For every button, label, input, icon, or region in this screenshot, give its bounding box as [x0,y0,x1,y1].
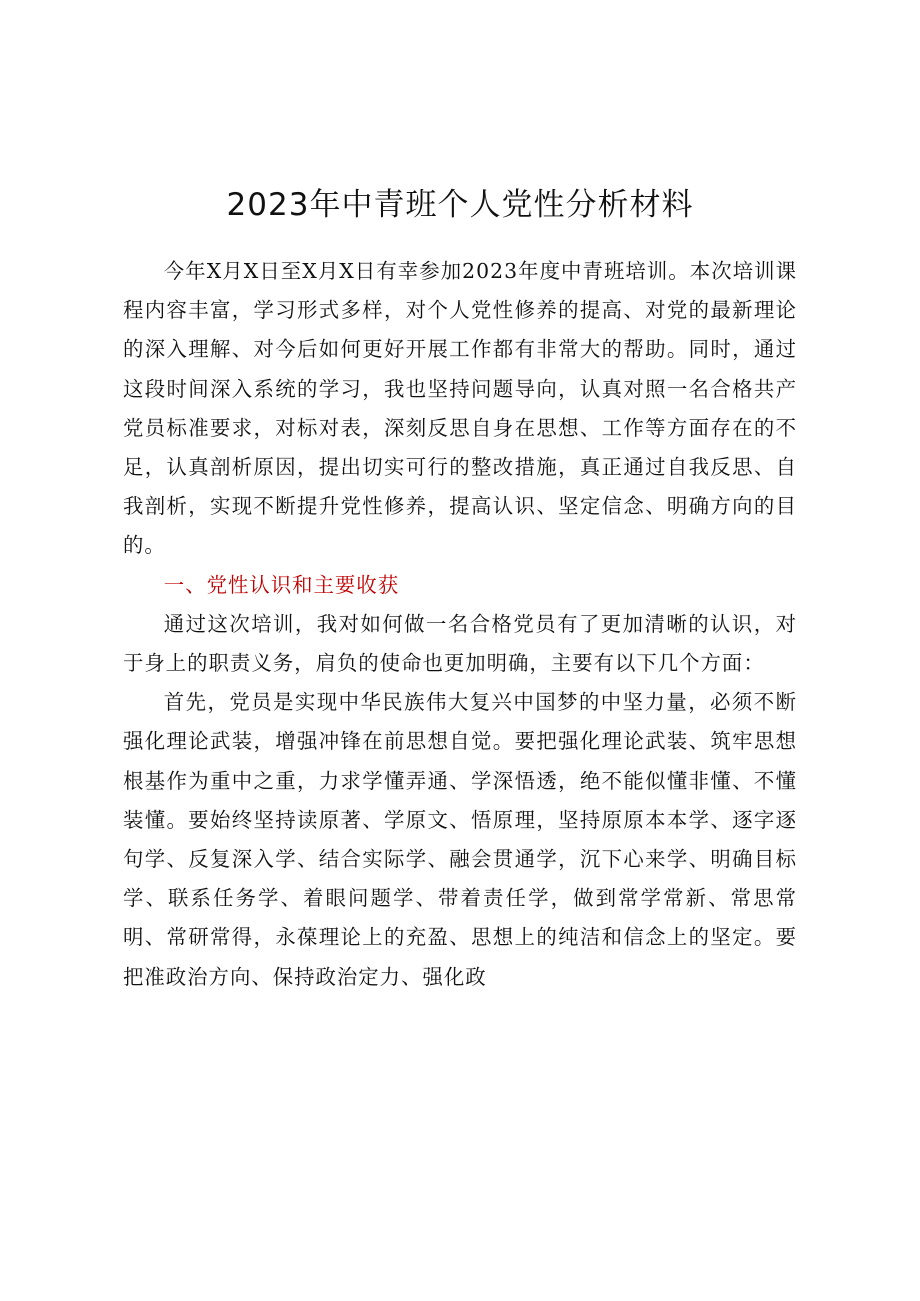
document-body [123,252,797,997]
document-title: 2023年中青班个人党性分析材料 [226,187,694,223]
section-heading-1: 一、党性认识和主要收获 [163,572,400,597]
intro-paragraph: 今年X月X日至X月X日有幸参加2023年度中青班培训。本次培训课程内容丰富，学习形式多样，对个人党性修养的提高、对党的最新理论的深入理解、对今后如何更好开展工作都有非常大的帮助。同时，通过这段时间深入系统的学习，我也坚持问题导向，认真对照一名合格共产党员标准要求，对标对表，深刻反思自身在思想、工作等方面存在的不足，认真剖析原因，提出切实可行的整改措施，真正通过自我反思、自我剖析，实现不断提升党性修养，提高认识、坚定信念、明确方向的目的。 [123,259,797,558]
section1-point1-paragraph: 首先，党员是实现中华民族伟大复兴中国梦的中坚力量，必须不断强化理论武装，增强冲锋在前思想自觉。要把强化理论武装、筑牢思想根基作为重中之重，力求学懂弄通、学深悟透，绝不能似懂非懂、不懂装懂。要始终坚持读原著、学原文、悟原理，坚持原原本本学、逐字逐句学、反复深入学、结合实际学、融会贯通学，沉下心来学、明确目标学、联系任务学、着眼问题学、带着责任学，做到常学常新、常思常明、常研常得，永葆理论上的充盈、思想上的纯洁和信念上的坚定。要把准政治方向、保持政治定力、强化政 [123,690,797,989]
section1-intro-paragraph: 通过这次培训，我对如何做一名合格党员有了更加清晰的认识，对于身上的职责义务，肩负的使命也更加明确，主要有以下几个方面： [123,611,797,676]
